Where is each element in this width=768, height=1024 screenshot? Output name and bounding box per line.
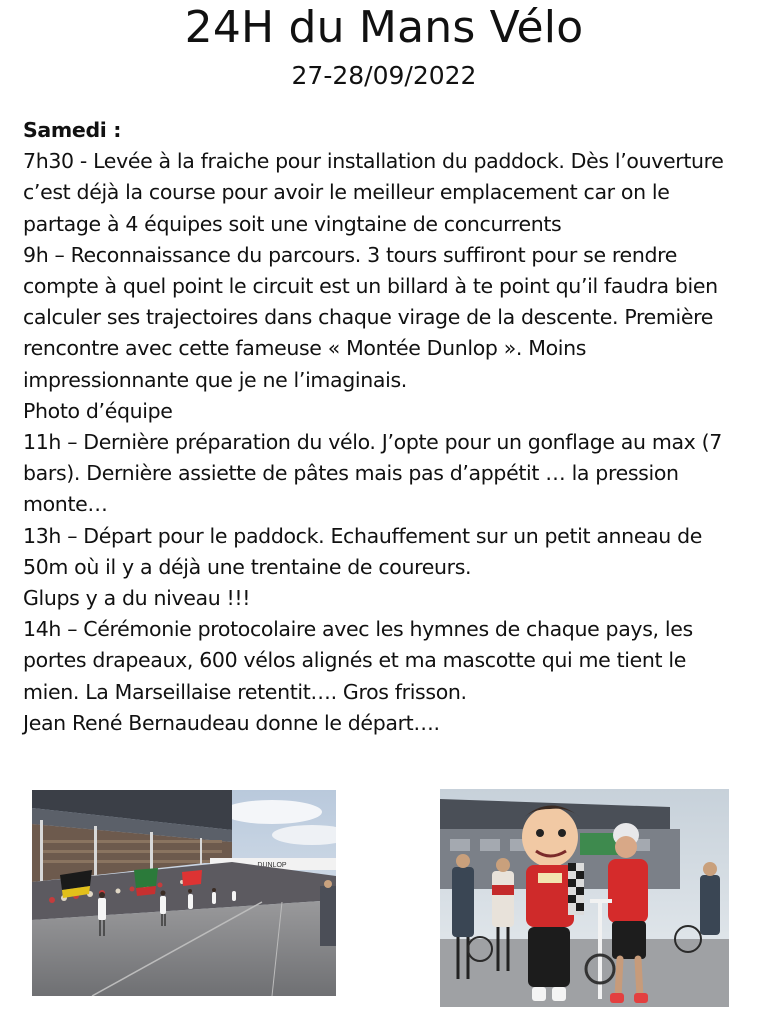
text-line: mien. La Marseillaise retentit…. Gros frisson. bbox=[23, 679, 467, 704]
text-line: Glups y a du niveau !!! bbox=[23, 586, 251, 611]
day-heading: Samedi : bbox=[23, 118, 122, 142]
text-line: 7h30 - Levée à la fraiche pour installation du paddock. Dès l’ouverture bbox=[23, 149, 724, 174]
report-text bbox=[23, 115, 753, 739]
text-line: 9h – Reconnaissance du parcours. 3 tours suffiront pour se rendre bbox=[23, 242, 678, 267]
circuit-ceremony-photo bbox=[32, 790, 336, 996]
text-line: impressionnante que je ne l’imaginais. bbox=[23, 367, 407, 392]
text-line: c’est déjà la course pour avoir le meilleur emplacement car on le bbox=[23, 180, 670, 205]
text-line: partage à 4 équipes soit une vingtaine de concurrents bbox=[23, 211, 562, 236]
page-title: 24H du Mans Vélo bbox=[184, 2, 584, 53]
text-line: 13h – Départ pour le paddock. Echauffement sur un petit anneau de bbox=[23, 523, 703, 548]
text-line: portes drapeaux, 600 vélos alignés et ma mascotte qui me tient le bbox=[23, 648, 686, 673]
text-line: 11h – Dernière préparation du vélo. J’opte pour un gonflage au max (7 bbox=[23, 430, 722, 455]
text-line: compte à quel point le circuit est un billard à te point qu’il faudra bien bbox=[23, 274, 718, 299]
mascot-cyclist-photo bbox=[440, 789, 729, 1007]
text-line: rencontre avec cette fameuse « Montée Dunlop ». Moins bbox=[23, 336, 587, 361]
page-date: 27-28/09/2022 bbox=[291, 61, 477, 90]
text-line: Jean René Bernaudeau donne le départ…. bbox=[23, 710, 440, 735]
text-line: Photo d’équipe bbox=[23, 398, 173, 423]
dunlop-banner-text: DUNLOP bbox=[257, 862, 287, 869]
text-line: bars). Dernière assiette de pâtes mais pas d’appétit … la pression bbox=[23, 461, 679, 486]
text-line: 50m où il y a déjà une trentaine de coureurs. bbox=[23, 554, 472, 579]
text-line: calculer ses trajectoires dans chaque virage de la descente. Première bbox=[23, 305, 713, 330]
text-line: 14h – Cérémonie protocolaire avec les hymnes de chaque pays, les bbox=[23, 617, 693, 642]
text-line: monte… bbox=[23, 492, 108, 517]
